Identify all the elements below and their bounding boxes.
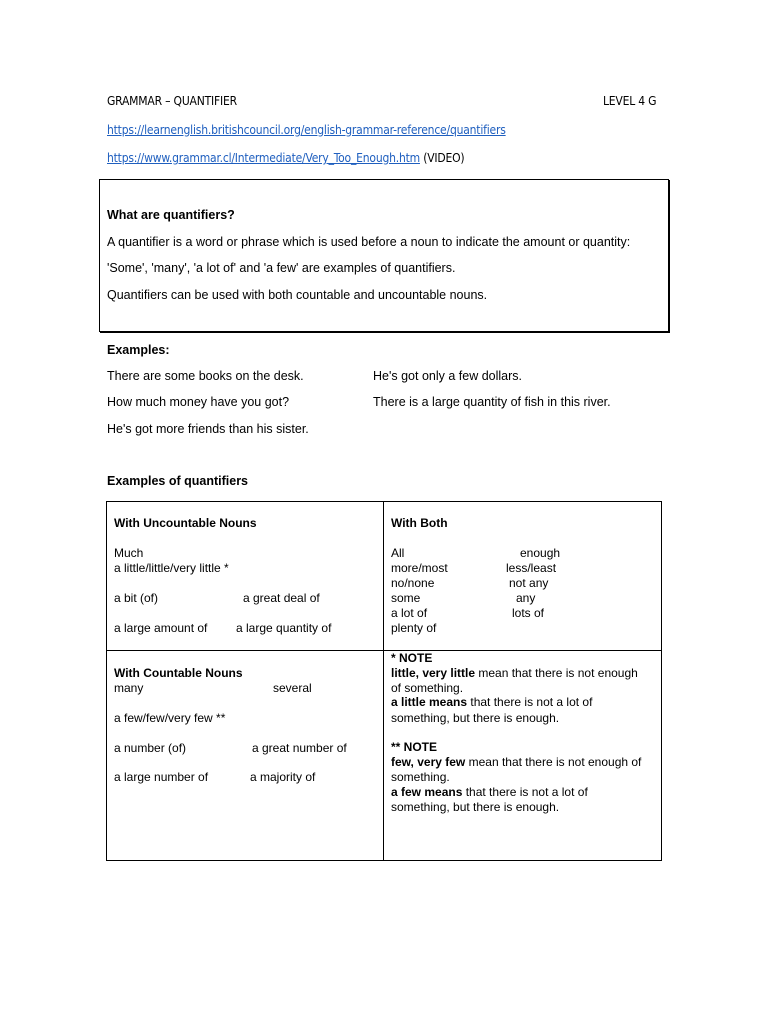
countable-large-number: a large number of (114, 770, 209, 784)
uncountable-little: a little/little/very little * (114, 561, 229, 575)
example-left-3: He's got more friends than his sister. (107, 422, 309, 436)
both-any: any (516, 591, 536, 605)
both-title: With Both (391, 516, 448, 530)
note-1-bold: little, very little (391, 666, 476, 680)
level-label: LEVEL 4 G (603, 94, 657, 108)
example-right-1: He's got only a few dollars. (373, 369, 522, 383)
note-1b-line (391, 695, 592, 710)
countable-title: With Countable Nouns (114, 666, 243, 680)
page-title: GRAMMAR – QUANTIFIER (107, 94, 237, 108)
table-divider-horizontal (106, 650, 661, 651)
note-2-text: mean that there is not enough of (465, 755, 642, 769)
grammar-cl-link[interactable]: https://www.grammar.cl/Intermediate/Very_Too_Enough.htm (107, 151, 420, 165)
both-enough: enough (520, 546, 561, 560)
video-label: (VIDEO) (419, 151, 465, 165)
example-left-2: How much money have you got? (107, 395, 290, 409)
note-1b-text: that there is not a lot of (467, 695, 593, 709)
both-a-lot: a lot of (391, 606, 428, 620)
note-1-text: mean that there is not enough (475, 666, 638, 680)
both-more: more/most (391, 561, 448, 575)
table-divider-vertical (383, 501, 384, 860)
countable-great-number: a great number of (252, 741, 347, 755)
uncountable-large-quantity: a large quantity of (236, 621, 332, 635)
note-2b-cont: something, but there is enough. (391, 800, 560, 814)
definition-line-3: Quantifiers can be used with both countable and uncountable nouns. (107, 288, 488, 302)
definition-line-1: A quantifier is a word or phrase which is used before a noun to indicate the amount or quantity: (107, 235, 631, 249)
uncountable-bit: a bit (of) (114, 591, 159, 605)
uncountable-large-amount: a large amount of (114, 621, 208, 635)
both-plenty: plenty of (391, 621, 437, 635)
countable-majority: a majority of (250, 770, 316, 784)
note-1-line (391, 666, 638, 681)
definition-heading: What are quantifiers? (107, 208, 235, 222)
both-all: All (391, 546, 405, 560)
countable-many: many (114, 681, 144, 695)
countable-number: a number (of) (114, 741, 187, 755)
examples-heading: Examples: (107, 343, 170, 357)
note-2b-text: that there is not a lot of (462, 785, 588, 799)
uncountable-great-deal: a great deal of (243, 591, 320, 605)
note-2-bold: few, very few (391, 755, 466, 769)
countable-few: a few/few/very few ** (114, 711, 226, 725)
note-2b-line (391, 785, 588, 800)
note-2b-bold: a few means (391, 785, 463, 799)
quantifiers-table (106, 501, 662, 861)
both-lots: lots of (512, 606, 545, 620)
definition-line-2: 'Some', 'many', 'a lot of' and 'a few' are examples of quantifiers. (107, 261, 456, 275)
note-2-cont: something. (391, 770, 450, 784)
note-1b-cont: something, but there is enough. (391, 711, 560, 725)
definition-box (99, 179, 669, 332)
both-not-any: not any (509, 576, 549, 590)
uncountable-title: With Uncountable Nouns (114, 516, 257, 530)
both-some: some (391, 591, 421, 605)
countable-several: several (273, 681, 312, 695)
note-2-title: ** NOTE (391, 740, 438, 754)
note-1-cont: of something. (391, 681, 464, 695)
note-1-title: * NOTE (391, 651, 433, 665)
grammar-cl-line (107, 151, 464, 165)
note-2-line (391, 755, 641, 770)
british-council-link[interactable]: https://learnenglish.britishcouncil.org/english-grammar-reference/quantifiers (107, 123, 506, 137)
example-right-2: There is a large quantity of fish in this river. (373, 395, 611, 409)
note-1b-bold: a little means (391, 695, 468, 709)
both-less: less/least (506, 561, 557, 575)
both-no: no/none (391, 576, 435, 590)
example-left-1: There are some books on the desk. (107, 369, 304, 383)
quantifiers-heading: Examples of quantifiers (107, 474, 249, 488)
uncountable-much: Much (114, 546, 144, 560)
